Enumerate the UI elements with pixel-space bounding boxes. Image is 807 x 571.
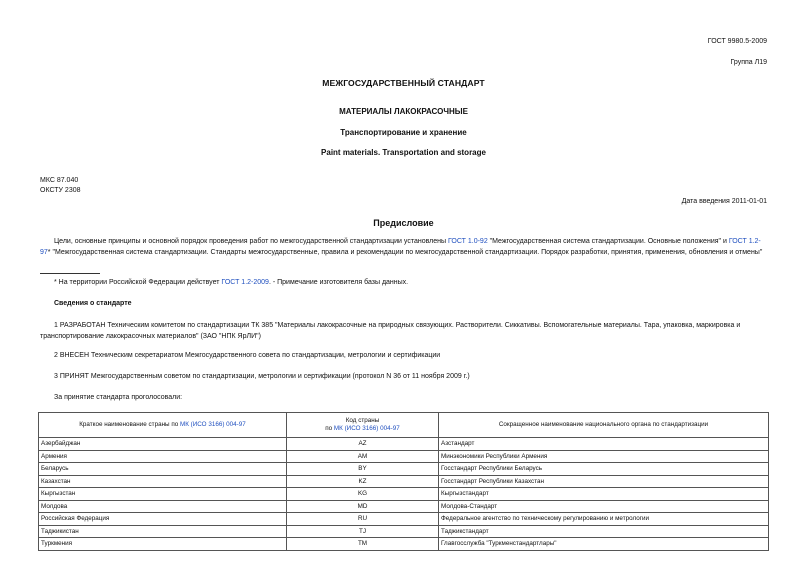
country-cell: Азербайджан: [39, 438, 287, 451]
code-cell: KG: [287, 488, 439, 501]
table-row: [39, 488, 769, 501]
code-cell: AM: [287, 450, 439, 463]
foreword-text-c: * "Межгосударственная система стандартизации. Стандарты межгосударственные, правила и рекомендации по межгосударственной стандартизации. Порядок разработки, принятия, применения, обновления и отмены": [47, 248, 763, 256]
standards-body-cell: Таджикстандарт: [439, 525, 769, 538]
intro-date: Дата введения 2011-01-01: [681, 198, 767, 205]
table-row: [39, 525, 769, 538]
standard-name-en: Paint materials. Transportation and storage: [321, 148, 486, 157]
foreword-text-b: "Межгосударственная система стандартизации. Основные положения" и: [487, 238, 729, 245]
foreword-paragraph: [40, 237, 768, 258]
code-cell: MD: [287, 500, 439, 513]
gost-number: ГОСТ 9980.5-2009: [707, 38, 767, 45]
table-header-row: [39, 413, 769, 438]
code-cell: AZ: [287, 438, 439, 451]
column-header-code-text: Код страны: [345, 416, 380, 424]
country-cell: Армения: [39, 450, 287, 463]
table-row: [39, 475, 769, 488]
standards-body-cell: Азстандарт: [439, 438, 769, 451]
gost-1-2-97-link[interactable]: ГОСТ 1.2-97: [40, 238, 761, 256]
voted-label: За принятие стандарта проголосовали:: [54, 394, 183, 401]
standards-body-cell: Главгосслужба "Туркменстандартлары": [439, 538, 769, 551]
code-cell: RU: [287, 513, 439, 526]
standard-name-ru: МАТЕРИАЛЫ ЛАКОКРАСОЧНЫЕ: [339, 107, 468, 116]
footnote: [40, 278, 768, 289]
standard-info-title: Сведения о стандарте: [54, 300, 132, 307]
gost-1-2-2009-link[interactable]: ГОСТ 1.2-2009: [221, 279, 269, 286]
standards-body-cell: Федеральное агентство по техническому регулированию и метрологии: [439, 513, 769, 526]
table-row: [39, 450, 769, 463]
okstu-code: ОКСТУ 2308: [40, 187, 81, 194]
standard-type-heading: МЕЖГОСУДАРСТВЕННЫЙ СТАНДАРТ: [322, 78, 485, 88]
standards-body-cell: Госстандарт Республики Казахстан: [439, 475, 769, 488]
gost-1-0-92-link[interactable]: ГОСТ 1.0-92: [447, 238, 488, 245]
column-header-body: Сокращенное наименование национального органа по стандартизации: [439, 413, 769, 438]
info-item-3: 3 ПРИНЯТ Межгосударственным советом по стандартизации, метрологии и сертификации (протокол N 36 от 11 ноября 2009 г.): [54, 373, 470, 380]
column-header-code-prefix: по: [325, 425, 334, 432]
table-row: [39, 438, 769, 451]
code-cell: TJ: [287, 525, 439, 538]
foreword-text-a: Цели, основные принципы и основной порядок проведения работ по межгосударственной стандартизации установлены: [54, 238, 448, 245]
country-cell: Российская Федерация: [39, 513, 287, 526]
info-item-2: 2 ВНЕСЕН Техническим секретариатом Межгосударственного совета по стандартизации, метрологии и сертификации: [54, 352, 441, 359]
country-cell: Казахстан: [39, 475, 287, 488]
code-cell: KZ: [287, 475, 439, 488]
country-cell: Кыргызстан: [39, 488, 287, 501]
standards-body-cell: Минэкономики Республики Армения: [439, 450, 769, 463]
mks-code: МКС 87.040: [40, 177, 79, 184]
column-header-country-text: Краткое наименование страны по: [79, 420, 180, 428]
group-label: Группа Л19: [730, 59, 767, 66]
table-row: [39, 500, 769, 513]
table-row: [39, 463, 769, 476]
footnote-text-a: * На территории Российской Федерации действует: [54, 279, 222, 286]
country-cell: Таджикистан: [39, 525, 287, 538]
country-cell: Беларусь: [39, 463, 287, 476]
table-row: [39, 513, 769, 526]
code-cell: BY: [287, 463, 439, 476]
column-header-code: [287, 413, 439, 438]
mk-iso-3166-link[interactable]: МК (ИСО 3166) 004-97: [179, 420, 246, 428]
column-header-country: [39, 413, 287, 438]
country-cell: Молдова: [39, 500, 287, 513]
footnote-divider: [40, 273, 100, 274]
voting-countries-table: [38, 412, 769, 551]
standards-body-cell: Молдова-Стандарт: [439, 500, 769, 513]
standards-body-cell: Госстандарт Республики Беларусь: [439, 463, 769, 476]
mk-iso-3166-code-link[interactable]: МК (ИСО 3166) 004-97: [333, 425, 400, 432]
standards-body-cell: Кыргызстандарт: [439, 488, 769, 501]
country-cell: Туркмения: [39, 538, 287, 551]
footnote-text-b: . - Примечание изготовителя базы данных.: [268, 279, 409, 286]
table-row: [39, 538, 769, 551]
info-item-1: 1 РАЗРАБОТАН Техническим комитетом по стандартизации ТК 385 "Материалы лакокрасочные на природных связующих. Растворители. Сиккативы. Вспомогательные материалы. Тара, упаковка, маркировка и транспортирование лакокрасочных материалов" (ЗАО "НПК ЯрЛИ"): [40, 322, 741, 340]
code-cell: TM: [287, 538, 439, 551]
foreword-title: Предисловие: [373, 218, 434, 228]
standard-subtitle-ru: Транспортирование и хранение: [340, 128, 467, 137]
